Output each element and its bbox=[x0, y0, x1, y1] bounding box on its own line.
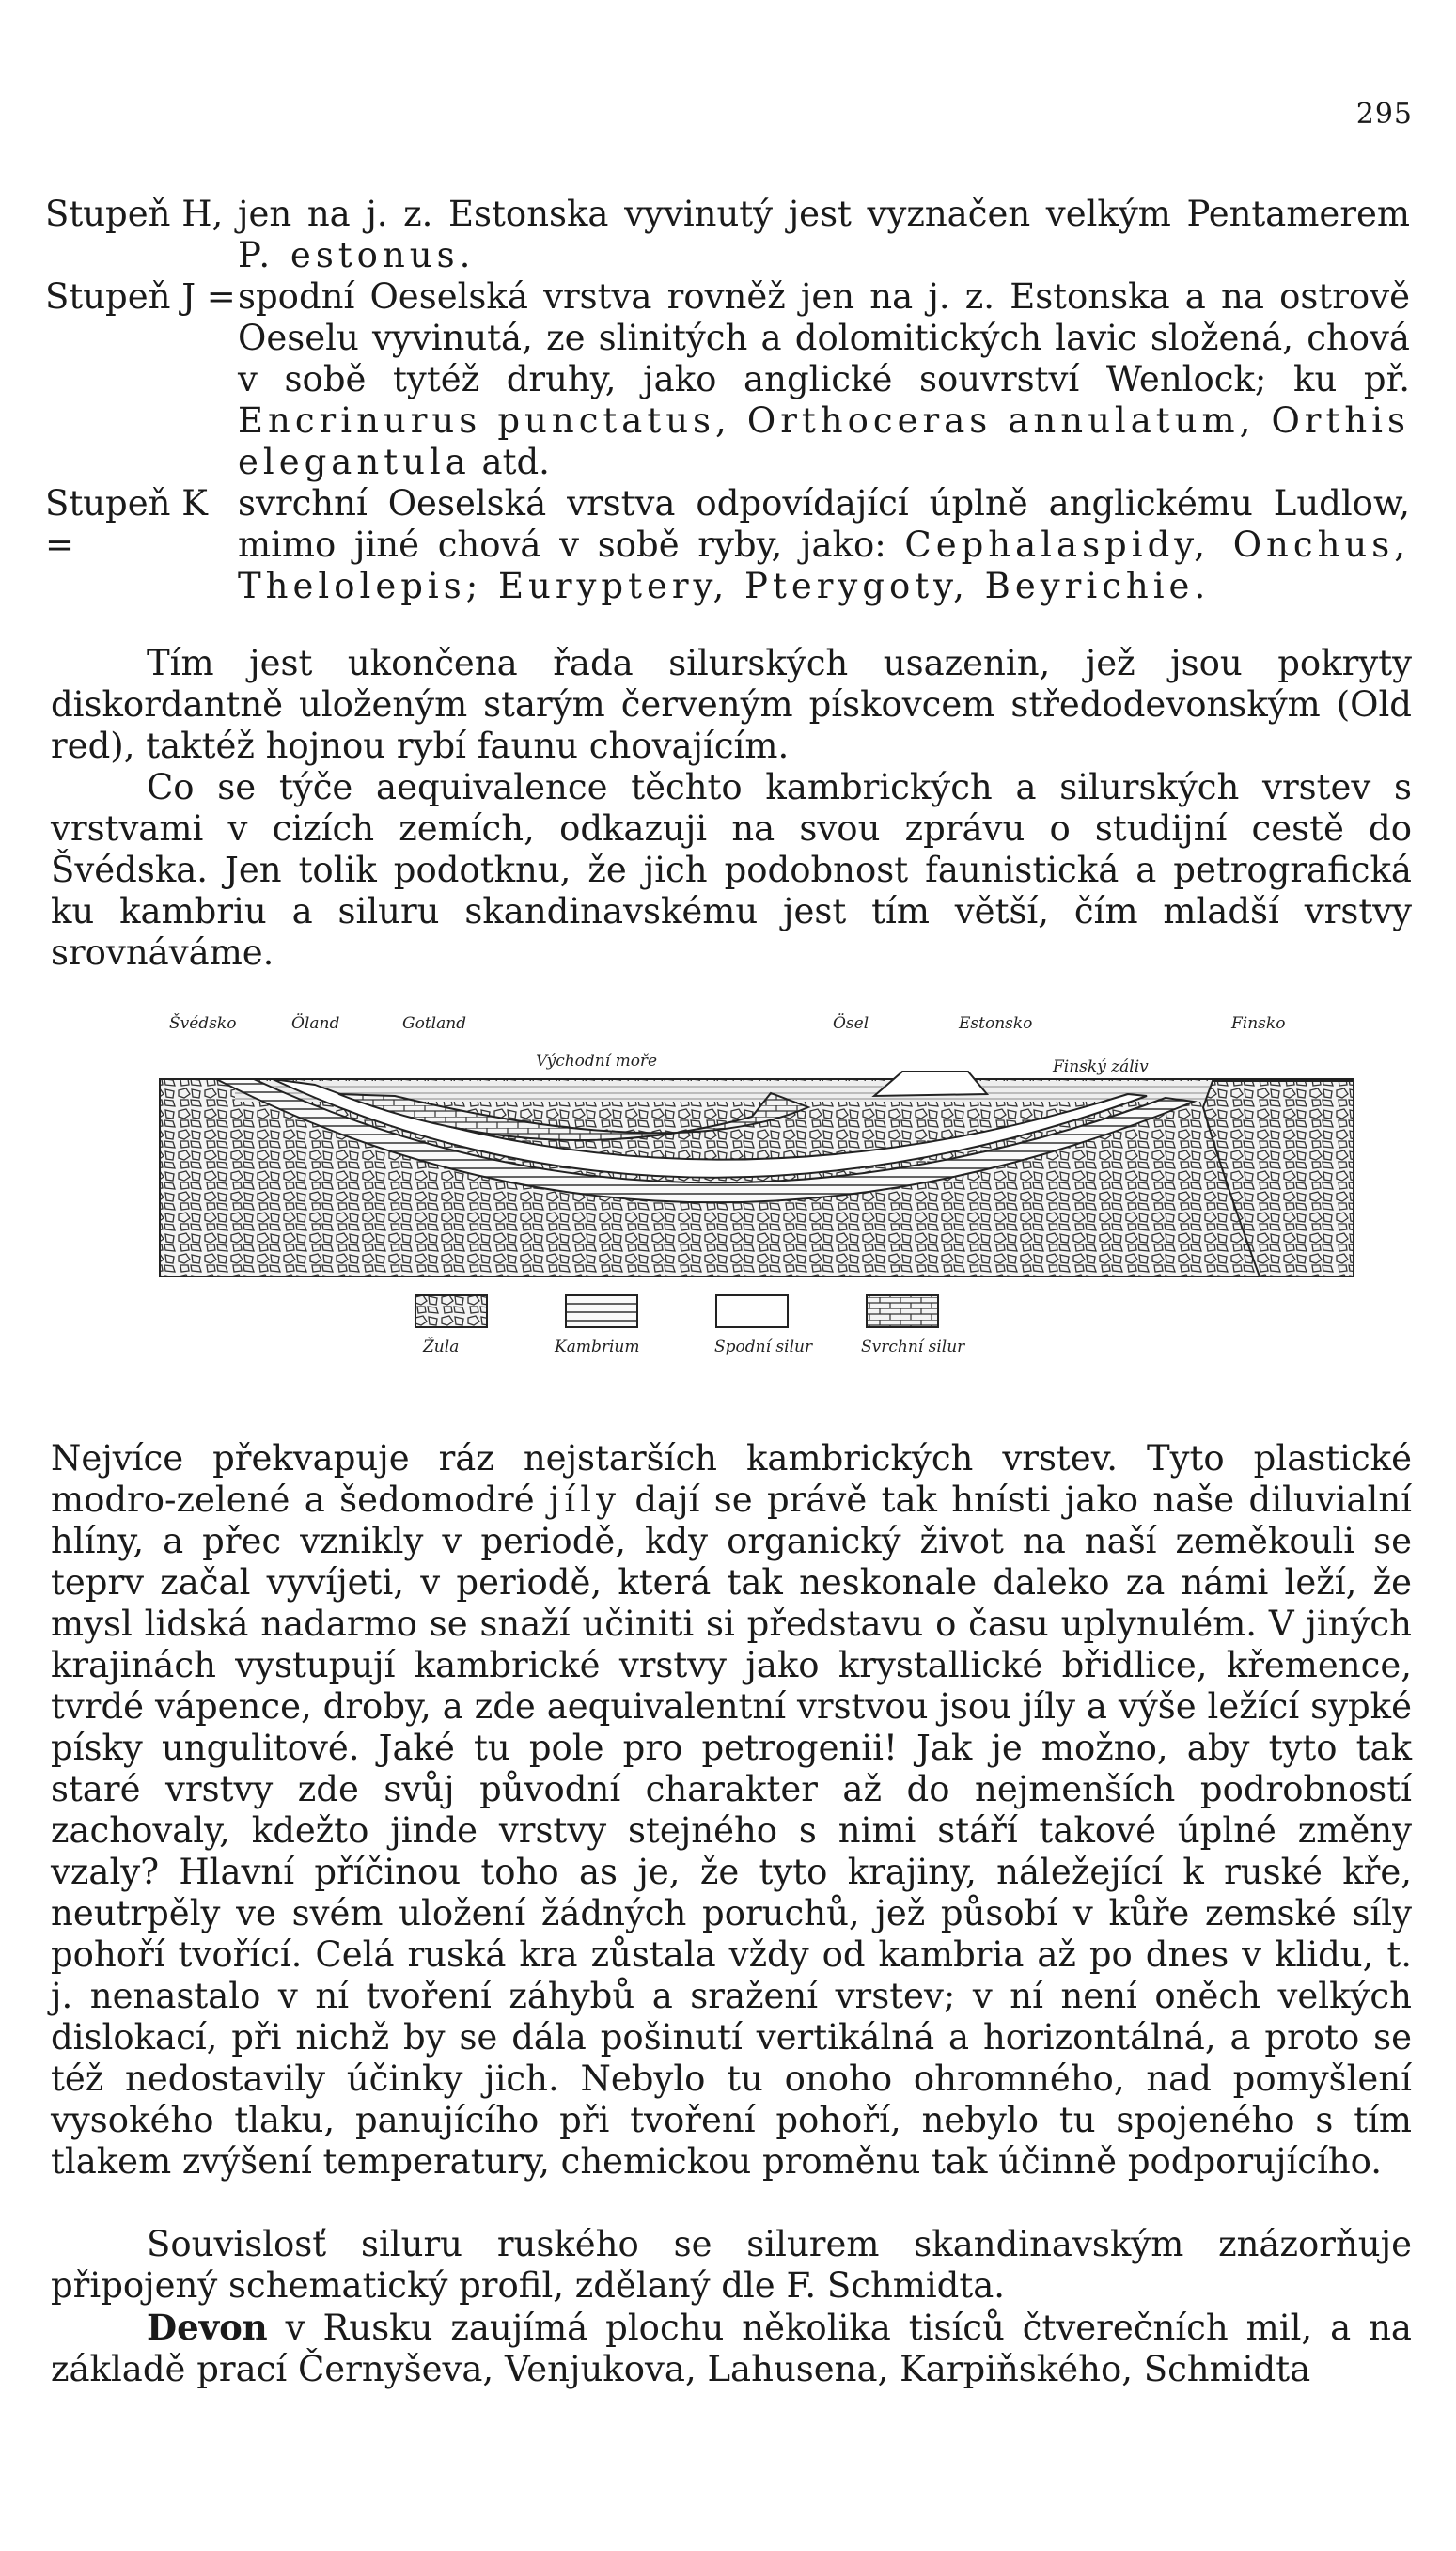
stage-j bbox=[45, 276, 1410, 483]
stage-label: Stupeň J = bbox=[45, 276, 236, 317]
page-number: 295 bbox=[1355, 98, 1413, 131]
profile-svg bbox=[150, 1004, 1363, 1389]
stage-text-after: atd. bbox=[470, 442, 550, 482]
species-name: Encrinurus punctatus, Orthoceras annulatum, Orthis elegantula bbox=[238, 400, 1410, 482]
section-heading-term: Devon bbox=[147, 2307, 268, 2348]
sea-label: Východní moře bbox=[536, 1052, 658, 1071]
legend-swatch-granite bbox=[415, 1295, 487, 1327]
paragraph-devon bbox=[51, 2307, 1412, 2390]
text-run: Nejvíce překvapuje ráz nejstarších kambrických vrstev. Tyto plastické modro-zelené a šedomodré bbox=[51, 1438, 1412, 1520]
stage-text bbox=[238, 276, 1410, 483]
paragraph-silurian-end: Tím jest ukončena řada silurských usazenin, jež jsou pokryty diskordantně uloženým starým červeným pískovcem středodevonským (Old red), taktéž hojnou rybí faunu chovajícím. bbox=[51, 643, 1412, 766]
legend bbox=[415, 1295, 965, 1356]
legend-label: Kambrium bbox=[555, 1338, 640, 1356]
species-name: Cephalaspidy, Onchus, Thelolepis; Euryptery, Pterygoty, Beyrichie. bbox=[238, 524, 1410, 606]
paragraph-profile-ref: Souvislosť siluru ruského se silurem skandinavským znázorňuje připojený schematický profil, zdělaný dle F. Schmidta. bbox=[51, 2224, 1412, 2306]
region-label: Finsko bbox=[1231, 1014, 1286, 1033]
species-name: P. estonus. bbox=[238, 235, 476, 275]
legend-swatch-upper-silurian bbox=[867, 1295, 938, 1327]
stage-text bbox=[238, 194, 1410, 276]
region-label: Estonsko bbox=[959, 1014, 1033, 1033]
stage-text-before: svrchní Oeselská vrstva odpovídající úplně anglickému Ludlow, mimo jiné chová v sobě ryby, jako: bbox=[238, 483, 1410, 565]
stage-label: Stupeň H, bbox=[45, 194, 224, 234]
text-run: v Rusku zaujímá plochu několika tisíců čtverečních mil, a na základě prací Černyševa, Venjukova, Lahusena, Karpiňského, Schmidta bbox=[51, 2308, 1412, 2389]
region-label: Švédsko bbox=[169, 1014, 237, 1033]
region-label: Öland bbox=[291, 1014, 340, 1033]
legend-label: Svrchní silur bbox=[861, 1338, 965, 1356]
gulf-label: Finský záliv bbox=[1053, 1057, 1149, 1076]
paragraph-cambrian-clays bbox=[51, 1438, 1412, 2183]
stage-h bbox=[45, 194, 1410, 276]
region-label: Gotland bbox=[402, 1014, 467, 1033]
legend-swatch-cambrian bbox=[566, 1295, 637, 1327]
legend-label: Žula bbox=[423, 1338, 460, 1356]
stage-k bbox=[45, 483, 1410, 607]
legend-swatch-lower-silurian bbox=[716, 1295, 788, 1327]
stage-text bbox=[238, 483, 1410, 607]
paragraph-equivalence: Co se týče aequivalence těchto kambrických a silurských vrstev s vrstvami v cizích zemích, odkazuji na svou zprávu o studijní cestě do Švédska. Jen tolik podotknu, že jich podobnost faunistická a petrografická ku kambriu a siluru skandinavskému jest tím větší, čím mladší vrstvy srovnáváme. bbox=[51, 767, 1412, 973]
geological-profile-figure bbox=[150, 1004, 1363, 1389]
legend-label: Spodní silur bbox=[714, 1338, 813, 1356]
stage-text-before: jen na j. z. Estonska vyvinutý jest vyznačen velkým Pentamerem bbox=[238, 194, 1410, 234]
stage-text-before: spodní Oeselská vrstva rovněž jen na j. z. Estonska a na ostrově Oeselu vyvinutá, ze slinitých a dolomitických lavic složená, chová v sobě tytéž druhy, jako anglické souvrství Wenlock; ku př. bbox=[238, 276, 1410, 399]
emphasis-term: jíly bbox=[548, 1479, 620, 1520]
profile-section bbox=[160, 1072, 1354, 1276]
text-run: dají se právě tak hnísti jako naše diluvialní hlíny, a přec vznikly v periodě, kdy organický život na naší zeměkouli se teprv začal vyvíjeti, v periodě, která tak neskonale daleko za námi leží, že mysl lidská nadarmo se snaží učiniti si představu o času uplynulém. V jiných krajinách vystupují kambrické vrstvy jako krystallické břidlice, křemence, tvrdé vápence, droby, a zde aequivalentní vrstvou jsou jíly a výše ležící sypké písky ungulitové. Jaké tu pole pro petrogenii! Jak je možno, aby tyto tak staré vrstvy zde svůj původní charakter až do nejmenších podrobností zachovaly, kdežto jinde vrstvy stejného s nimi stáří takové úplné změny vzaly? Hlavní příčinou toho as je, že tyto krajiny, náležející k ruské kře, neutrpěly ve svém uložení žádných poruchů, jež působí v kůře zemské síly pohoří tvořící. Celá ruská kra zůstala vždy od kambria až po dnes v klidu, t. j. nenastalo v ní tvoření záhybů a sražení vrstev; v ní není oněch velkých dislokací, při nichž by se dála pošinutí vertikálná a horizontálná, a proto se též nedostavily účinky jich. Nebylo tu onoho ohromného, nad pomyšlení vysokého tlaku, panujícího při tvoření pohoří, nebylo tu spojeného s tím tlakem zvýšení temperatury, chemickou proměnu tak účinně podporujícího. bbox=[51, 1479, 1412, 2182]
region-label: Ösel bbox=[833, 1014, 869, 1033]
stage-label: Stupeň K = bbox=[45, 483, 208, 565]
stage-list bbox=[45, 194, 1410, 607]
